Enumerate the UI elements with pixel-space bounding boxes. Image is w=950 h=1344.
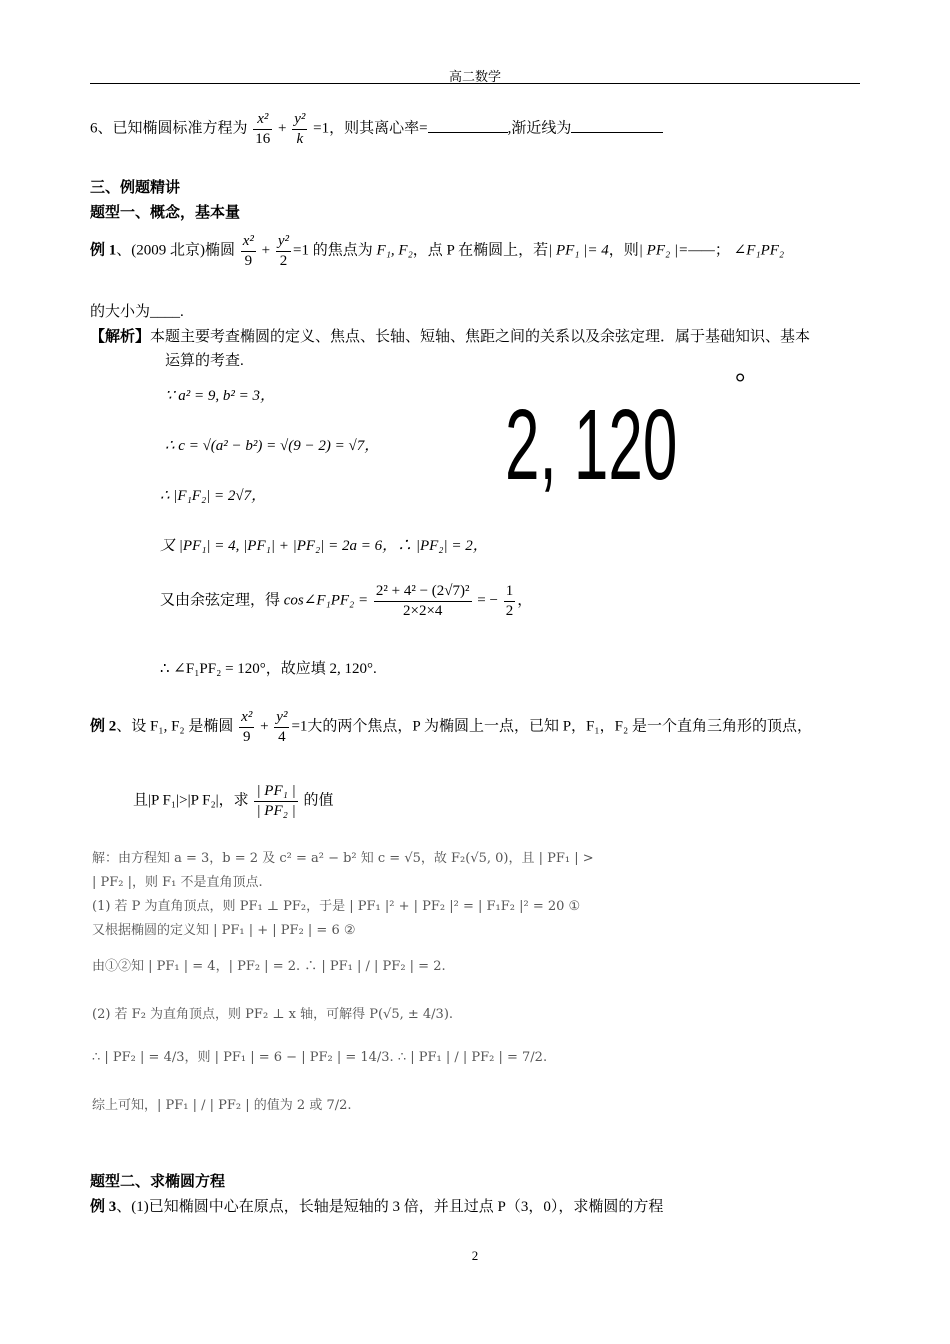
example-1: 例 1、(2009 北京)椭圆 $\frac{\text{x²}}{9}$ + $\frac{\text{y²}}{2}$ =1 的焦点为 F₁, F₂，点 P 在椭圆上，若| PF₁ |= 4，则| PF₂ |=——； ∠F₁PF₂ xyxy=(90,233,785,269)
fraction-x2-9: $\frac{\text{x²}}{9}$ xyxy=(241,709,253,745)
solution-line-4: 又根据椭圆的定义知 | PF₁ | + | PF₂ | = 6 ② xyxy=(92,923,356,938)
example-3: 例 3、(1)已知椭圆中心在原点，长轴是短轴的 3 倍，并且过点 P（3，0），求椭圆的方程 xyxy=(90,1199,664,1215)
example-2-line2: 且|P F₁|>|P F₂|，求 $\frac{\text{| PF₁ |}}{\text{| PF₂ |}}$ 的值 xyxy=(133,783,334,819)
answer-blank xyxy=(571,132,663,133)
question-6: 6、已知椭圆标准方程为 $\frac{\text{x²}}{16}$ + $\frac{\text{y²}}{k}$ =1，则其离心率= ,渐近线为 xyxy=(90,110,663,149)
analysis-step-3: ∴ |F₁F₂| = 2√7， xyxy=(160,488,267,504)
analysis-step-2: ∴ c = √(a² − b²) = √(9 − 2) = √7， xyxy=(165,438,380,454)
big-answer-degree: ° xyxy=(735,368,746,397)
analysis-step-5: 又由余弦定理，得 cos∠F₁PF₂ = $\frac{\text{2² + 4² − (2√7)²}}{2\times 2\times 4}$ = − $\frac{1}{2}$ ， xyxy=(160,583,533,619)
solution-line-6: (2) 若 F₂ 为直角顶点，则 PF₂ ⊥ x 轴，可解得 P(√5, ± 4/3). xyxy=(92,1007,454,1022)
fraction-y2-4: $\frac{\text{y²}}{4}$ xyxy=(276,709,288,745)
ratio-fraction: $\frac{\text{| PF₁ |}}{\text{| PF₂ |}}$ xyxy=(256,783,296,819)
solution-line-2: | PF₂ |，则 F₁ 不是直角顶点. xyxy=(92,875,263,890)
solution-line-1: 解：由方程知 a = 3，b = 2 及 c² = a² − b² 知 c = √5，故 F₂(√5, 0)，且 | PF₁ | > xyxy=(92,851,594,866)
analysis-line2: 运算的考查. xyxy=(165,353,244,369)
analysis-step-1: ∵ a² = 9, b² = 3， xyxy=(165,388,276,404)
solution-line-3: (1) 若 P 为直角顶点，则 PF₁ ⊥ PF₂，于是 | PF₁ |² + | PF₂ |² = | F₁F₂ |² = 20 ① xyxy=(92,899,581,914)
analysis-line1: 【解析】本题主要考查椭圆的定义、焦点、长轴、短轴、焦距之间的关系以及余弦定理．属于基础知识、基本 xyxy=(90,329,811,345)
fraction-1-2: $\frac{1}{2}$ xyxy=(505,583,514,619)
analysis-step-6: ∴ ∠F₁PF₂ = 120°，故应填 2, 120°. xyxy=(160,661,377,677)
big-answer: 2, 120 xyxy=(505,389,678,501)
example-1-line2: 的大小为____. xyxy=(90,304,184,320)
example-2: 例 2、设 F₁, F₂ 是椭圆 $\frac{\text{x²}}{9}$ + $\frac{\text{y²}}{4}$ =1大的两个焦点，P 为椭圆上一点，已知 P，F₁，F₂ 是一个直角三角形的顶点， xyxy=(90,709,812,745)
fraction-x2-16: $\frac{\text{x²}}{16}$ xyxy=(255,111,271,147)
fraction-y2-k: $\frac{\text{y²}}{k}$ xyxy=(294,111,306,147)
page-header: 高二数学 xyxy=(448,69,501,84)
section-title: 三、例题精讲 xyxy=(90,180,181,196)
section-subtitle-2: 题型二、求椭圆方程 xyxy=(90,1174,226,1190)
answer-blank xyxy=(428,132,508,133)
solution-line-8: 综上可知，| PF₁ | / | PF₂ | 的值为 2 或 7/2. xyxy=(92,1098,352,1113)
analysis-step-4: 又 |PF₁| = 4, |PF₁| + |PF₂| = 2a = 6，∴ |PF₂| = 2， xyxy=(160,538,488,554)
section-subtitle: 题型一、概念，基本量 xyxy=(90,205,241,221)
fraction-y2-2: $\frac{\text{y²}}{2}$ xyxy=(277,233,290,269)
solution-line-5: 由①②知 | PF₁ | = 4，| PF₂ | = 2. ∴ | PF₁ | / | PF₂ | = 2. xyxy=(92,959,446,974)
solution-line-7: ∴ | PF₂ | = 4/3，则 | PF₁ | = 6 − | PF₂ | = 14/3. ∴ | PF₁ | / | PF₂ | = 7/2. xyxy=(92,1050,548,1065)
fraction-x2-9: $\frac{\text{x²}}{9}$ xyxy=(242,233,254,269)
header-rule xyxy=(90,83,860,84)
page-number: 2 xyxy=(471,1248,479,1263)
cosine-fraction: $\frac{\text{2² + 4² − (2√7)²}}{2\times 2\times 4}$ xyxy=(375,583,470,619)
